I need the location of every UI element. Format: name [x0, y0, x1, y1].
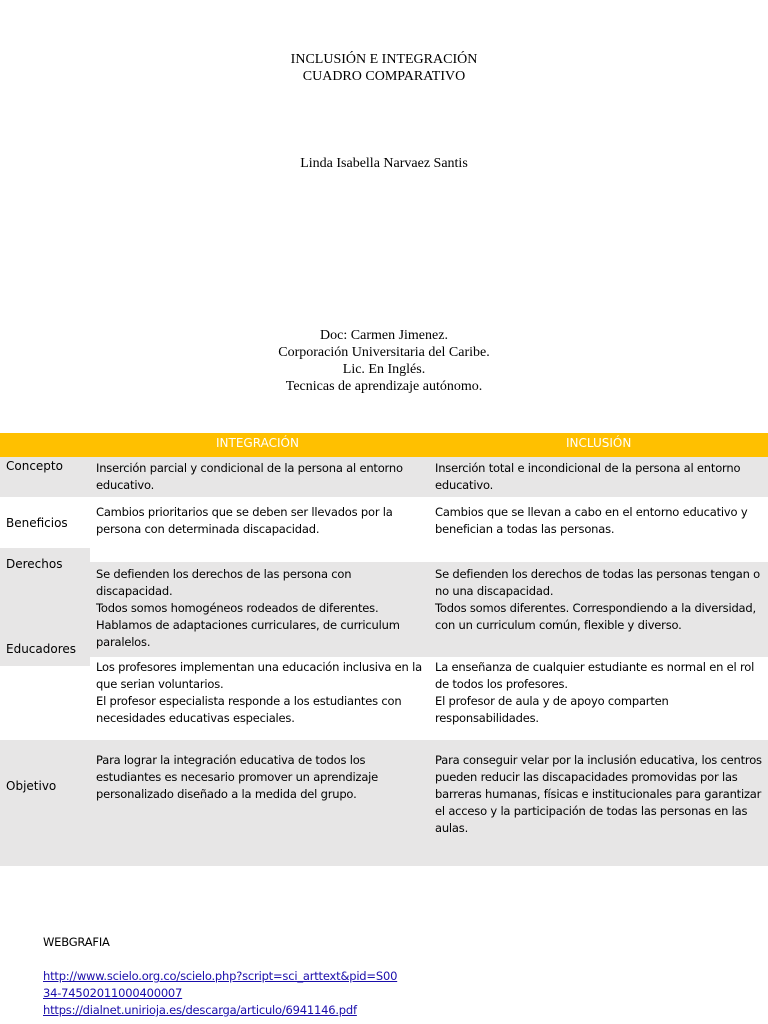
cell-paragraph: Para conseguir velar por la inclusión educativa, los centros pueden reducir las discapacidades promovidas por las barreras humanas, físicas e institucionales para garantizar el acceso y la participación de todas las personas en las aulas. [435, 753, 762, 835]
cell-paragraph: Inserción total e incondicional de la persona al entorno educativo. [435, 461, 741, 492]
cell-educadores-integracion [96, 659, 426, 727]
cell-paragraph: El profesor especialista responde a los estudiantes con necesidades educativas especiales. [96, 694, 402, 725]
cell-paragraph: Los profesores implementan una educación inclusiva en la que serian voluntarios. [96, 660, 422, 691]
cell-beneficios-integracion [96, 504, 426, 538]
cell-paragraph: Todos somos homogéneos rodeados de diferentes. [96, 601, 379, 615]
cell-derechos-inclusion [435, 566, 765, 634]
row-label-concepto: Concepto [6, 459, 63, 473]
info-line-program: Lic. En Inglés. [342, 362, 426, 377]
header-integracion: INTEGRACIÓN [216, 436, 299, 450]
table-header-bar [90, 433, 768, 457]
header-inclusion: INCLUSIÓN [566, 436, 632, 450]
row-gap [90, 548, 768, 562]
cell-paragraph: Se defienden los derechos de las persona con discapacidad. [96, 567, 352, 598]
webgrafia-links [43, 968, 403, 1019]
cell-educadores-inclusion [435, 659, 765, 727]
cell-paragraph: Todos somos diferentes. Correspondiendo a la diversidad, con un curriculum común, flexible y diverso. [435, 601, 756, 632]
cell-paragraph: Para lograr la integración educativa de todos los estudiantes es necesario promover un aprendizaje personalizado diseñado a la medida del grupo. [96, 753, 379, 801]
cell-paragraph: Inserción parcial y condicional de la persona al entorno educativo. [96, 461, 403, 492]
reference-link-dialnet[interactable]: https://dialnet.unirioja.es/descarga/articulo/6941146.pdf [43, 1003, 357, 1017]
title-line-1: INCLUSIÓN E INTEGRACIÓN [290, 52, 478, 67]
cell-paragraph: Hablamos de adaptaciones curriculares, de curriculum paralelos. [96, 618, 400, 649]
info-line-university: Corporación Universitaria del Caribe. [278, 345, 490, 360]
cell-objetivo-integracion [96, 752, 426, 803]
cell-paragraph: La enseñanza de cualquier estudiante es normal en el rol de todos los profesores. [435, 660, 755, 691]
cell-derechos-integracion [96, 566, 426, 651]
course-info [0, 327, 768, 395]
row-label-objetivo: Objetivo [6, 779, 57, 793]
cell-paragraph: El profesor de aula y de apoyo comparten responsabilidades. [435, 694, 669, 725]
title-line-2: CUADRO COMPARATIVO [302, 69, 466, 84]
cell-paragraph: Cambios prioritarios que se deben ser llevados por la persona con determinada discapacidad. [96, 505, 393, 536]
cell-concepto-inclusion [435, 460, 765, 494]
webgrafia-heading: WEBGRAFIA [43, 935, 110, 949]
cell-objetivo-inclusion [435, 752, 765, 837]
document-title [0, 51, 768, 85]
cell-paragraph: Cambios que se llevan a cabo en el entorno educativo y benefician a todas las personas. [435, 505, 748, 536]
cell-concepto-integracion [96, 460, 426, 494]
label-band-educadores [0, 657, 90, 666]
author-name: Linda Isabella Narvaez Santis [300, 156, 468, 171]
table-header-corner [0, 433, 90, 457]
info-line-subject: Tecnicas de aprendizaje autónomo. [285, 379, 483, 394]
reference-link-scielo[interactable]: http://www.scielo.org.co/scielo.php?script=sci_arttext&pid=S0034-74502011000400007 [43, 969, 398, 1000]
info-line-teacher: Doc: Carmen Jimenez. [320, 328, 448, 343]
row-label-educadores: Educadores [6, 642, 77, 656]
row-label-derechos: Derechos [6, 557, 63, 571]
cell-paragraph: Se defienden los derechos de todas las personas tengan o no una discapacidad. [435, 567, 761, 598]
cell-beneficios-inclusion [435, 504, 765, 538]
row-label-beneficios: Beneficios [6, 516, 68, 530]
